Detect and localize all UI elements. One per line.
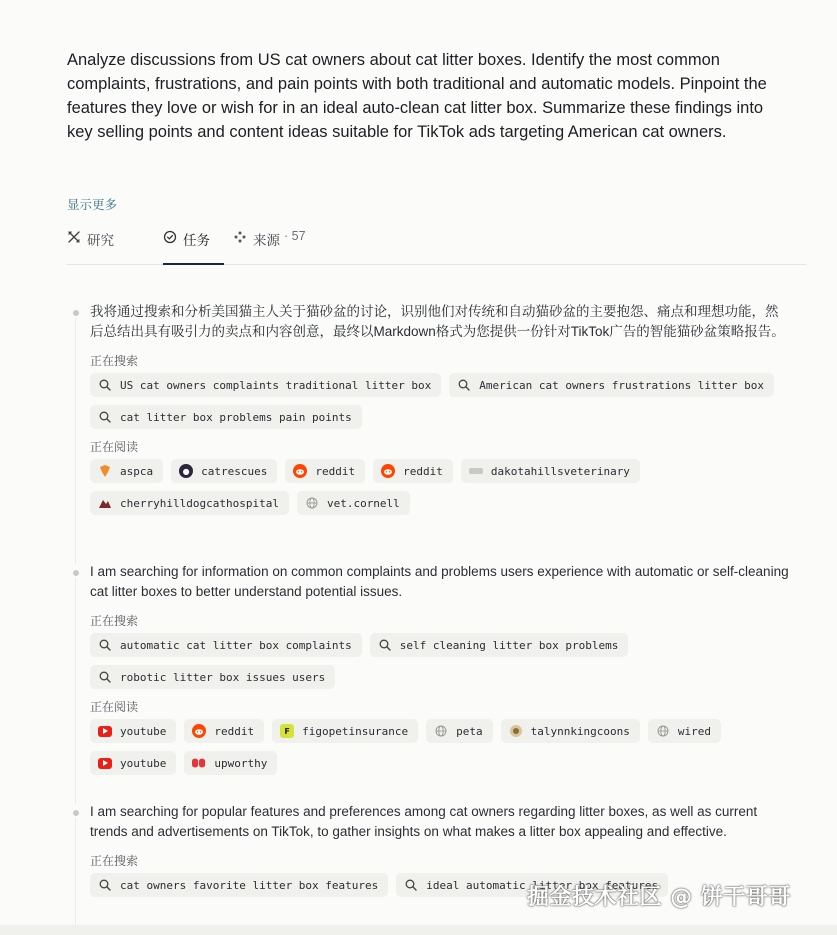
search-icon [98,878,112,892]
globe-icon [305,496,319,510]
search-chip[interactable]: cat litter box problems pain points [90,405,362,429]
source-chip[interactable]: reddit [373,459,453,483]
globe-icon [434,724,448,738]
source-chip[interactable]: reddit [184,719,264,743]
source-chip[interactable]: upworthy [184,751,277,775]
searching-label: 正在搜索 [90,854,139,868]
bottom-strip [0,925,837,935]
timeline-line [75,818,76,925]
search-icon [378,638,392,652]
task-check-icon [163,230,177,244]
step-1 [90,302,790,515]
search-chips [90,633,650,689]
searching-label: 正在搜索 [90,354,139,368]
tab-bar [67,222,806,265]
search-chips [90,373,780,429]
source-chip[interactable]: ● catrescues [171,459,277,483]
search-icon [98,670,112,684]
reddit-favicon [293,464,307,478]
search-chip[interactable]: American cat owners frustrations litter box [449,373,774,397]
step-marker [73,570,79,576]
aspca-favicon [98,464,112,478]
reddit-favicon [381,464,395,478]
search-icon [98,638,112,652]
source-chip[interactable]: F figopetinsurance [272,719,418,743]
dakotahills-favicon [469,464,483,478]
source-chip[interactable]: vet.cornell [297,491,410,515]
reading-label: 正在阅读 [90,440,139,454]
reading-label: 正在阅读 [90,700,139,714]
sources-count: · 57 [284,229,306,243]
talynn-favicon [509,724,523,738]
research-icon [67,230,81,244]
figo-favicon: F [280,724,294,738]
search-chip[interactable]: robotic litter box issues users [90,665,335,689]
source-chip[interactable]: peta [426,719,493,743]
search-icon [98,378,112,392]
show-more-link[interactable]: 显示更多 [67,198,118,212]
searching-label: 正在搜索 [90,614,139,628]
search-chip[interactable]: cat owners favorite litter box features [90,873,388,897]
youtube-favicon [98,724,112,738]
step-marker [73,310,79,316]
timeline-line [75,318,76,564]
tab-sources-label: 来源 [253,233,280,248]
source-chip[interactable]: aspca [90,459,163,483]
step-2 [90,562,790,775]
source-chip[interactable]: youtube [90,751,176,775]
step-text: 我将通过搜索和分析美国猫主人关于猫砂盆的讨论，识别他们对传统和自动猫砂盆的主要抱怨、痛点和理想功能，然后总结出具有吸引力的卖点和内容创意，最终以Markdown格式为您提供一份针对TikTok广告的智能猫砂盆策略报告。 [90,304,785,339]
tab-research-label: 研究 [87,233,114,248]
tab-tasks-label: 任务 [183,233,210,248]
catrescues-favicon: ● [179,464,193,478]
sources-icon [233,230,247,244]
youtube-favicon [98,756,112,770]
source-chips [90,719,730,775]
step-text: I am searching for information on common complaints and problems users experience with automatic or self-cleaning cat litter boxes to better understand potential issues. [90,564,789,599]
user-prompt: Analyze discussions from US cat owners about cat litter boxes. Identify the most common complaints, frustrations, and pain points with both traditional and automatic models. Pinpoint the features they love or wish for in an ideal auto-clean cat litter box. Summarize these findings into key selling points and content ideas suitable for TikTok ads targeting American cat owners. [67,51,767,141]
search-icon [457,378,471,392]
source-chip[interactable]: wired [648,719,721,743]
watermark: 掘金技术社区 @ 饼干哥哥 [527,885,791,910]
source-chip[interactable]: dakotahillsveterinary [461,459,640,483]
source-chip[interactable]: talynnkingcoons [501,719,640,743]
search-icon [98,410,112,424]
search-chip[interactable]: ideal automatic litter box features [396,873,668,897]
search-chip[interactable]: US cat owners complaints traditional litter box [90,373,441,397]
step-text: I am searching for popular features and preferences among cat owners regarding litter boxes, as well as current trends and advertisements on TikTok, to gather insights on what makes a litter box appealing and effective. [90,804,758,839]
reddit-favicon [192,724,206,738]
tab-sources[interactable] [233,222,306,265]
source-chip[interactable]: reddit [285,459,365,483]
tab-tasks[interactable] [163,222,224,265]
cherryhill-favicon [98,496,112,510]
search-icon [404,878,418,892]
step-marker [73,810,79,816]
source-chip[interactable]: cherryhilldogcathospital [90,491,289,515]
upworthy-favicon [192,756,206,770]
source-chips [90,459,690,515]
search-chip[interactable]: automatic cat litter box complaints [90,633,362,657]
tab-research[interactable] [67,222,114,265]
search-chip[interactable]: self cleaning litter box problems [370,633,629,657]
timeline-line [75,578,76,804]
source-chip[interactable]: youtube [90,719,176,743]
globe-icon [656,724,670,738]
